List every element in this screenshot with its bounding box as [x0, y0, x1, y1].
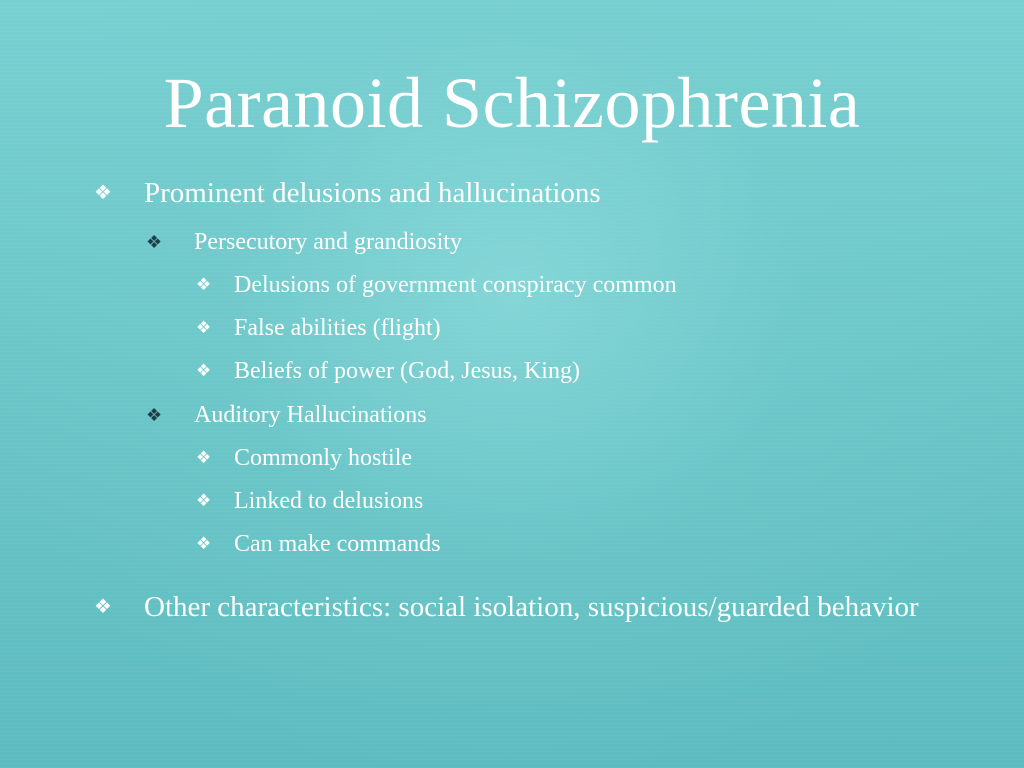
diamond-bullet-icon: ❖ — [196, 534, 212, 553]
bullet-text: Commonly hostile — [234, 445, 413, 471]
bullet-text: Other characteristics: social isolation, suspicious/guarded behavior — [144, 591, 919, 623]
bullet-item — [196, 444, 956, 472]
diamond-bullet-icon: ❖ — [196, 318, 212, 337]
diamond-bullet-icon: ❖ — [196, 275, 212, 294]
bullet-item — [196, 271, 956, 299]
bullet-item — [146, 401, 906, 429]
bullet-item — [196, 314, 956, 342]
bullet-text: Auditory Hallucinations — [194, 402, 427, 428]
bullet-item — [94, 178, 934, 208]
bullet-item — [94, 592, 934, 622]
bullet-item — [196, 487, 956, 515]
diamond-bullet-icon: ❖ — [196, 361, 212, 380]
diamond-bullet-icon: ❖ — [94, 182, 112, 204]
bullet-item — [196, 530, 956, 558]
diamond-bullet-icon: ❖ — [146, 232, 163, 252]
slide-title: Paranoid Schizophrenia — [163, 63, 861, 143]
bullet-text: Delusions of government conspiracy common — [234, 272, 677, 298]
diamond-bullet-icon: ❖ — [146, 405, 163, 425]
bullet-text: False abilities (flight) — [234, 315, 441, 341]
diamond-bullet-icon: ❖ — [196, 448, 212, 467]
bullet-item — [196, 357, 956, 385]
bullet-text: Can make commands — [234, 531, 441, 557]
bullet-text: Persecutory and grandiosity — [194, 229, 462, 255]
bullet-item — [146, 228, 906, 256]
bullet-text: Linked to delusions — [234, 488, 424, 514]
bullet-text: Prominent delusions and hallucinations — [144, 177, 601, 209]
bullet-text: Beliefs of power (God, Jesus, King) — [234, 358, 580, 384]
diamond-bullet-icon: ❖ — [94, 596, 112, 618]
diamond-bullet-icon: ❖ — [196, 491, 212, 510]
